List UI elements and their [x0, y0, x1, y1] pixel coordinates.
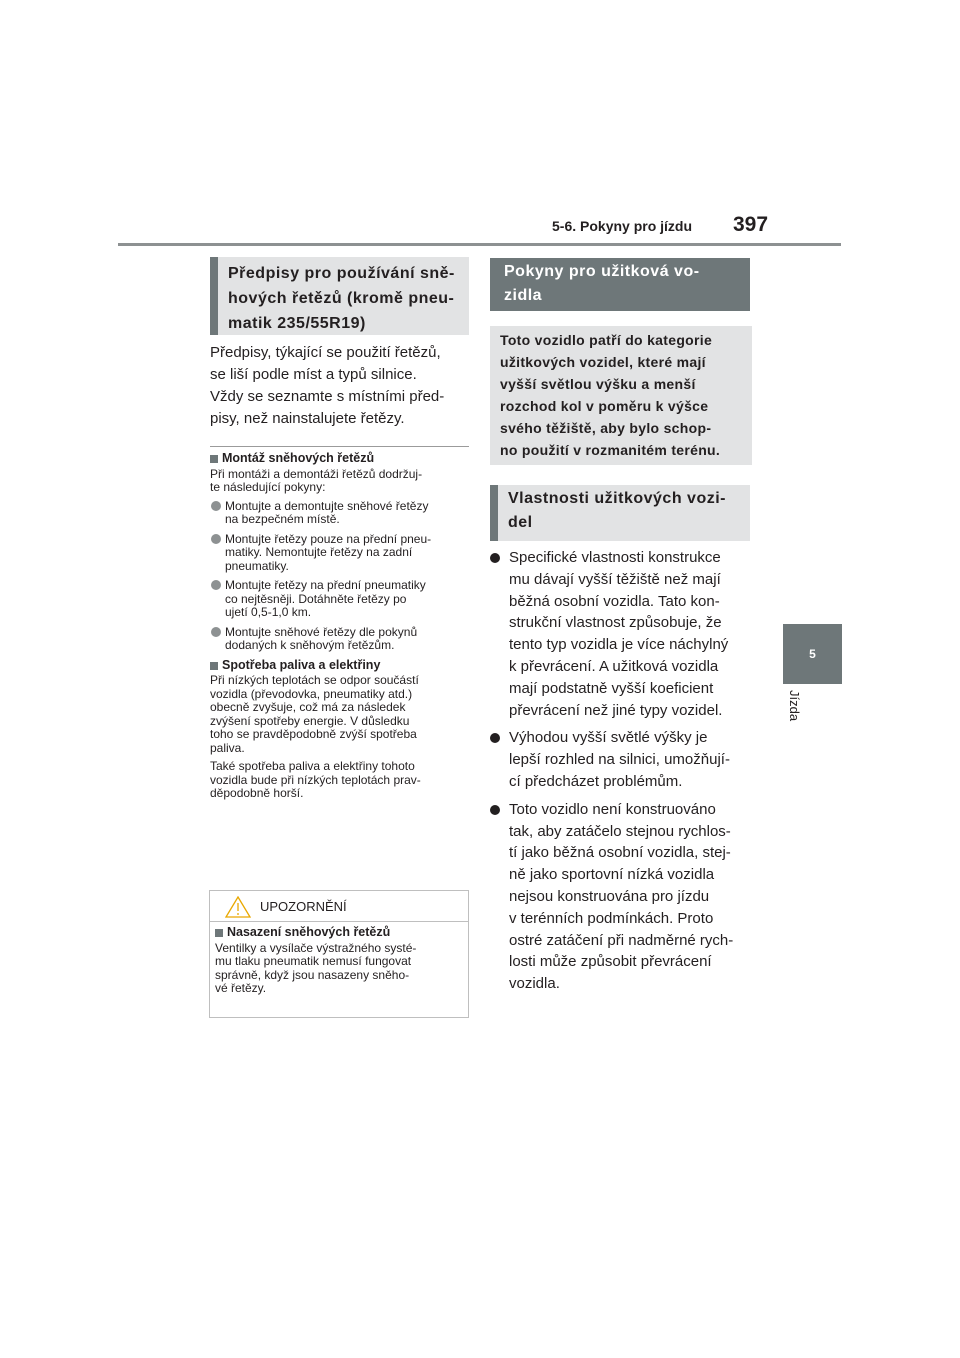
subsection-title: Montáž sněhových řetězů [210, 452, 472, 466]
paragraph: Při montáži a demontáži řetězů dodržuj- te následující pokyny: [210, 466, 423, 494]
square-bullet-icon [210, 662, 218, 670]
paragraph: Při nízkých teplotách se odpor součástí vozidla (převodovka, pneumatiky atd.) obecně zvyšuje, což má za následek zvýšení spotřeby energie. V důsledku toho se pravděpodobně zvýší spotřeba paliva. [210, 673, 419, 755]
bullet-icon [211, 627, 221, 637]
bullet-icon [211, 501, 221, 511]
warning-box: UPOZORNĚNÍ Nasazení sněhových řetězů Ventilky a vysílače výstražného systé- mu tlaku pneumatik nemusí fungovat správně, když jsou nasazeny sněho- vé řetězy. [209, 890, 469, 1018]
heading-line: hových řetězů (kromě pneu- [228, 290, 455, 307]
warning-header [210, 891, 468, 922]
warning-triangle-icon [225, 896, 251, 918]
page-number: 397 [733, 213, 769, 236]
warning-title: UPOZORNĚNÍ [260, 899, 347, 914]
heading-line: matik 235/55R19) [228, 315, 366, 332]
divider [210, 446, 469, 447]
square-bullet-icon [210, 455, 218, 463]
list-item: Montujte řetězy pouze na přední pneu- matiky. Nemontujte řetězy na zadní pneumatiky. [210, 533, 472, 574]
list-item: Toto vozidlo není konstruováno tak, aby zatáčelo stejnou rychlos- tí jako běžná osobní vozidla, stej- ně jako sportovní nízká vozidla nejsou konstruována pro jízdu v terénních podmínkách. Proto ostré zatáčení při nadměrné rych- losti může způsobit převrácení vozidla. [490, 799, 755, 995]
left-heading [210, 257, 469, 335]
heading-line: Předpisy pro používání sně- [228, 265, 455, 282]
square-bullet-icon [215, 929, 223, 937]
chapter-number: 5 [809, 647, 816, 661]
notice-box: Toto vozidlo patří do kategorie užitkových vozidel, které mají vyšší světlou výšku a menší rozchod kol v poměru k výšce svého těžiště, aby bylo schop- no použití v rozmanitém terénu. [490, 326, 752, 465]
right-subheading: Vlastnosti užitkových vozi- del [490, 485, 750, 541]
right-column [490, 547, 755, 1001]
list-item: Specifické vlastnosti konstrukce mu dávají vyšší těžiště než mají běžná osobní vozidla. Tato kon- strukční vlastnost způsobuje, že tento typ vozidla je více náchylný k převrácení. A užitková vozidla mají podstatně vyšší koeficient převrácení než jiné typy vozidel. [490, 547, 755, 721]
list-item: Výhodou vyšší světlé výšky je lepší rozhled na silnici, umožňují- cí předcházet problémům. [490, 727, 755, 792]
subsection-title: Spotřeba paliva a elektřiny [210, 659, 472, 673]
bullet-icon [490, 805, 500, 815]
list-item: Montujte a demontujte sněhové řetězy na bezpečném místě. [210, 500, 472, 527]
paragraph: Také spotřeba paliva a elektřiny tohoto vozidla bude při nízkých teplotách prav- děpodobně horší. [210, 759, 421, 800]
header-divider [118, 243, 841, 246]
chapter-label: Jízda [787, 690, 802, 722]
section-title: 5-6. Pokyny pro jízdu [552, 218, 693, 234]
chapter-tab[interactable] [783, 624, 842, 684]
left-column [210, 452, 472, 806]
bullet-icon [211, 580, 221, 590]
intro-text: Předpisy, týkající se použití řetězů, se liší podle míst a typů silnice. Vždy se seznamte s místními před- pisy, než nainstalujete řetězy. [210, 344, 445, 427]
bullet-icon [490, 553, 500, 563]
list-item: Montujte řetězy na přední pneumatiky co nejtěsněji. Dotáhněte řetězy po ujetí 0,5-1,0 km. [210, 579, 472, 620]
right-heading: Pokyny pro užitková vo- zidla [490, 258, 750, 311]
warning-subtitle: Nasazení sněhových řetězů [215, 926, 462, 940]
bullet-icon [490, 733, 500, 743]
bullet-icon [211, 534, 221, 544]
list-item: Montujte sněhové řetězy dle pokynů dodaných k sněhovým řetězům. [210, 626, 472, 653]
